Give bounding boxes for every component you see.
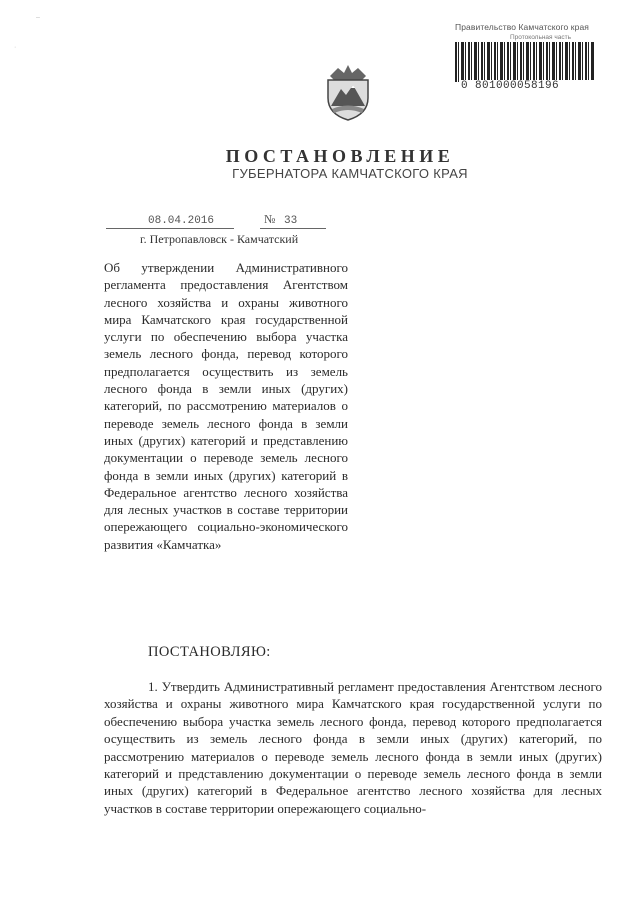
date-number-line (106, 213, 306, 229)
number-label: № (264, 212, 276, 226)
stamp-organization: Правительство Камчатского края (455, 22, 589, 32)
paragraph-1: 1. Утвердить Административный регламент предоставления Агентством лесного хозяйства и охраны животного мира Камчатского края государственной услуги по обеспечению выбора участка земель лесного фонда, перевод которого предполагается осуществить из земель лесного фонда в земли иных (других) категорий, по рассмотрению материалов о переводе земель лесного фонда в земли иных (других) категорий и представлению документации о переводе земель лесного фонда в земли иных (других) категорий в Федеральное агентство лесного хозяйства для лесных участков в составе территории опережающего социально- (104, 679, 602, 816)
scan-mark: – (36, 14, 40, 21)
registration-stamp (455, 22, 605, 92)
scan-mark: · (14, 44, 17, 51)
document-number: 33 (284, 215, 298, 227)
document-subtitle: ГУБЕРНАТОРА КАМЧАТСКОГО КРАЯ (232, 166, 468, 181)
decree-heading: ПОСТАНОВЛЯЮ: (148, 644, 271, 660)
date-underline (106, 228, 234, 229)
kamchatka-coat-of-arms-icon (322, 62, 374, 122)
barcode-number: 0 801000058196 (461, 80, 595, 92)
document-date: 08.04.2016 (148, 215, 215, 227)
document-subject: Об утверждении Административного регламента предоставления Агентством лесного хозяйства и охраны животного мира Камчатского края государственной услуги по обеспечению выбора участка земель лесного фонда, перевод которого предполагается осуществить из земель лесного фонда в земли иных (других) категорий, по рассмотрению материалов о переводе земель лесного фонда в земли иных (других) категорий и представлению документации о переводе земель лесного фонда в земли иных (других) категорий в Федеральное агентство лесного хозяйства для лесных участков в составе территории опережающего социально-экономического развития «Камчатка» (104, 260, 348, 552)
barcode-icon (455, 42, 595, 82)
city: г. Петропавловск - Камчатский (140, 232, 299, 246)
document-title: ПОСТАНОВЛЕНИЕ (225, 146, 455, 166)
stamp-part: Протокольная часть (510, 34, 571, 41)
number-underline (260, 228, 326, 229)
